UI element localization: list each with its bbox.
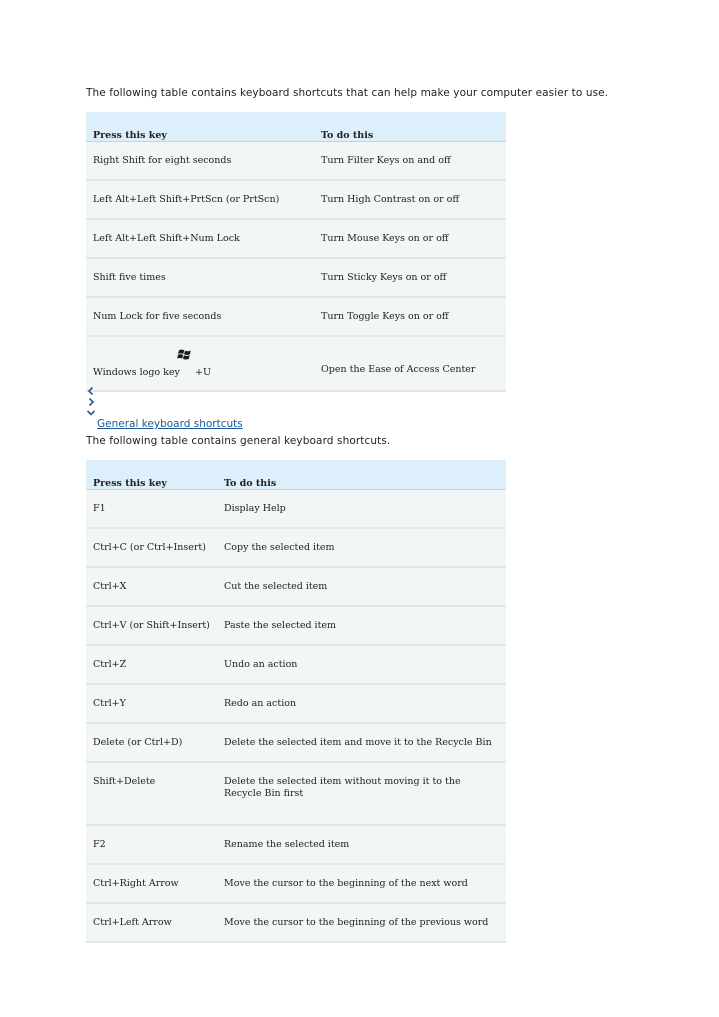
shortcut-action: Delete the selected item without moving it to the Recycle Bin first	[220, 762, 506, 825]
table-row	[86, 528, 506, 567]
shortcut-action: Paste the selected item	[220, 606, 506, 645]
shortcut-action: Turn Mouse Keys on or off	[314, 219, 506, 258]
shortcut-action: Move the cursor to the beginning of the next word	[220, 864, 506, 903]
windows-key-label: Windows logo key	[93, 367, 180, 378]
shortcut-key: Ctrl+V (or Shift+Insert)	[86, 606, 220, 645]
table-row	[86, 825, 506, 864]
shortcut-key: Shift five times	[86, 258, 314, 297]
shortcut-action: Turn Sticky Keys on or off	[314, 258, 506, 297]
table-row	[86, 490, 506, 529]
shortcut-key: Right Shift for eight seconds	[86, 142, 314, 181]
shortcut-key: Delete (or Ctrl+D)	[86, 723, 220, 762]
column-header-key: Press this key	[86, 460, 220, 490]
column-header-action: To do this	[220, 460, 506, 490]
table-row	[86, 567, 506, 606]
shortcut-action: Redo an action	[220, 684, 506, 723]
table-row	[86, 864, 506, 903]
table-header-row	[86, 112, 506, 142]
shortcut-key: Num Lock for five seconds	[86, 297, 314, 336]
shortcut-key: Left Alt+Left Shift+PrtScn (or PrtScn)	[86, 180, 314, 219]
table-row	[86, 142, 506, 181]
table-row	[86, 903, 506, 942]
shortcut-key: Ctrl+Y	[86, 684, 220, 723]
column-header-action: To do this	[314, 112, 506, 142]
shortcut-key: Ctrl+Right Arrow	[86, 864, 220, 903]
shortcut-key: Ctrl+Left Arrow	[86, 903, 220, 942]
chevron-left-icon[interactable]	[86, 386, 96, 396]
shortcut-action	[314, 336, 506, 391]
shortcut-action: Delete the selected item and move it to the Recycle Bin	[220, 723, 506, 762]
table-row	[86, 297, 506, 336]
general-shortcuts-table	[86, 460, 506, 943]
shortcut-key: F2	[86, 825, 220, 864]
accessibility-shortcuts-table	[86, 112, 506, 392]
shortcut-action-text: Open the Ease of Access Center	[321, 364, 476, 375]
shortcut-action: Display Help	[220, 490, 506, 529]
general-intro: The following table contains general keyboard shortcuts.	[86, 435, 391, 447]
shortcut-action: Rename the selected item	[220, 825, 506, 864]
shortcut-key: Left Alt+Left Shift+Num Lock	[86, 219, 314, 258]
shortcut-key: Ctrl+X	[86, 567, 220, 606]
shortcut-action: Turn Filter Keys on and off	[314, 142, 506, 181]
shortcut-key: Ctrl+Z	[86, 645, 220, 684]
chevron-down-icon[interactable]	[86, 408, 96, 418]
shortcut-action: Cut the selected item	[220, 567, 506, 606]
shortcut-action: Turn High Contrast on or off	[314, 180, 506, 219]
table-row	[86, 180, 506, 219]
table-row	[86, 606, 506, 645]
shortcut-action: Turn Toggle Keys on or off	[314, 297, 506, 336]
shortcut-key	[86, 336, 314, 391]
column-header-key: Press this key	[86, 112, 314, 142]
shortcut-key: Ctrl+C (or Ctrl+Insert)	[86, 528, 220, 567]
shortcut-action: Move the cursor to the beginning of the previous word	[220, 903, 506, 942]
table-row	[86, 684, 506, 723]
shortcut-action: Copy the selected item	[220, 528, 506, 567]
windows-key-suffix: +U	[195, 367, 211, 378]
table-row	[86, 336, 506, 391]
table-row	[86, 258, 506, 297]
table-row	[86, 219, 506, 258]
table-row	[86, 645, 506, 684]
windows-logo-icon	[177, 347, 193, 362]
table-row	[86, 762, 506, 825]
general-shortcuts-link[interactable]: General keyboard shortcuts	[97, 418, 243, 430]
table-header-row	[86, 460, 506, 490]
shortcut-action: Undo an action	[220, 645, 506, 684]
shortcut-key: F1	[86, 490, 220, 529]
chevron-right-icon[interactable]	[86, 397, 96, 407]
accessibility-intro: The following table contains keyboard shortcuts that can help make your computer easier to use.	[86, 87, 609, 99]
table-row	[86, 723, 506, 762]
shortcut-key: Shift+Delete	[86, 762, 220, 825]
